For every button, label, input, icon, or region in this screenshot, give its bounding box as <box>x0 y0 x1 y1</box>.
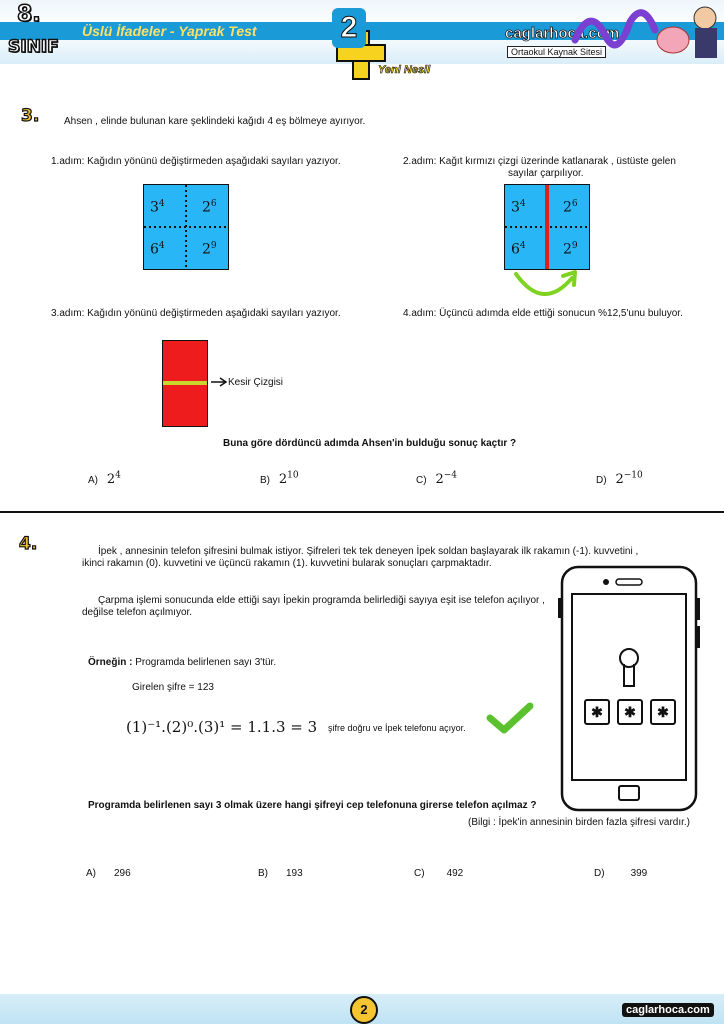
q4-option-d[interactable]: D) 399 <box>594 868 648 879</box>
cell-bottom-right: $2^9$ <box>202 241 217 258</box>
phone-illustration <box>558 564 702 814</box>
question-divider <box>0 511 724 513</box>
q4-paragraph2-line2: değilse telefon açılmıyor. <box>82 607 193 618</box>
site-logo: caglarhoca.com <box>505 25 620 42</box>
q4-question: Programda belirlenen sayı 3 olmak üzere hangi şifreyi cep telefonuna girerse telefon açılmaz ? <box>88 800 537 811</box>
q3-step4: 4.adım: Üçüncü adımda elde ettiği sonucun %12,5'unu buluyor. <box>403 308 683 319</box>
q3-step3: 3.adım: Kağıdın yönünü değiştirmeden aşağıdaki sayıları yazıyor. <box>51 308 341 319</box>
new-generation-badge: Yeni Nesil <box>378 64 431 76</box>
grade-label: SINIF <box>8 37 59 57</box>
cell-top-right: $2^6$ <box>563 199 578 216</box>
cell-bottom-left: $6^4$ <box>511 241 526 258</box>
q4-formula: (1)⁻¹.(2)⁰.(3)¹ = 1.1.3 = 3 <box>126 718 318 736</box>
q4-info: (Bilgi : İpek'in annesinin birden fazla şifresi vardır.) <box>468 817 691 828</box>
q3-option-c[interactable]: C) $2^{-4}$ <box>416 470 458 487</box>
fraction-line <box>163 381 207 385</box>
paper-grid-step2 <box>504 184 590 270</box>
q4-option-c[interactable]: C) 492 <box>414 868 464 879</box>
cell-top-right: $2^6$ <box>202 199 217 216</box>
q4-option-b[interactable]: B) 193 <box>258 868 303 879</box>
phone-key-3: ✱ <box>650 699 676 725</box>
question-4-number: 4. <box>19 534 38 554</box>
question-3-number: 3. <box>21 106 40 126</box>
fraction-paper <box>162 340 208 427</box>
page-number: 2 <box>350 996 378 1024</box>
fold-arrow-icon <box>508 268 588 304</box>
phone-key-1: ✱ <box>584 699 610 725</box>
brain-icon <box>657 27 689 53</box>
header-illustration <box>555 0 724 62</box>
phone-key-2: ✱ <box>617 699 643 725</box>
grade-number: 8. <box>17 2 41 27</box>
q4-entered-password: Girelen şifre = 123 <box>132 682 214 693</box>
q3-option-a[interactable]: A) $2^4$ <box>88 470 121 487</box>
fraction-line-label: Kesir Çizgisi <box>228 377 284 388</box>
q3-question: Buna göre dördüncü adımda Ahsen'in bulduğu sonuç kaçtır ? <box>223 438 517 449</box>
q3-intro: Ahsen , elinde bulunan kare şeklindeki kağıdı 4 eş bölmeye ayırıyor. <box>64 116 366 127</box>
q3-step2-line2: sayılar çarpılıyor. <box>508 168 584 179</box>
cell-bottom-right: $2^9$ <box>563 241 578 258</box>
worksheet-title: Üslü İfadeler - Yaprak Test <box>82 23 257 39</box>
q4-formula-note: şifre doğru ve İpek telefonu açıyor. <box>328 723 466 733</box>
cell-top-left: $3^4$ <box>150 199 165 216</box>
teacher-avatar-icon <box>694 7 716 29</box>
q3-step1: 1.adım: Kağıdın yönünü değiştirmeden aşağıdaki sayıları yazıyor. <box>51 156 341 167</box>
q3-option-d[interactable]: D) $2^{-10}$ <box>596 470 643 487</box>
q4-paragraph1-line2: ikinci rakamın (0). kuvvetini ve üçüncü rakamın (1). kuvvetini bularak sonuçları çarpmaktadır. <box>82 558 492 569</box>
arrow-right-icon <box>210 377 228 387</box>
q4-example: Örneğin : Programda belirlenen sayı 3'tür. <box>88 657 277 668</box>
paper-grid-step1 <box>143 184 229 270</box>
q4-option-a[interactable]: A) 296 <box>86 868 131 879</box>
site-subtitle: Ortaokul Kaynak Sitesi <box>507 46 606 58</box>
test-number: 2 <box>332 8 366 48</box>
q4-paragraph1-line1: İpek , annesinin telefon şifresini bulmak istiyor. Şifreleri tek tek deneyen İpek soldan başlayarak ilk rakamın (-1). kuvvetini , <box>98 546 639 557</box>
q3-option-b[interactable]: B) $2^{10}$ <box>260 470 299 487</box>
footer-site-link[interactable]: caglarhoca.com <box>622 1003 714 1017</box>
q4-paragraph2-line1: Çarpma işlemi sonucunda elde ettiği sayı İpekin programda belirlediği sayıya eşit ise telefon açılıyor , <box>98 595 545 606</box>
q3-step2-line1: 2.adım: Kağıt kırmızı çizgi üzerinde katlanarak , üstüste gelen <box>403 156 676 167</box>
checkmark-icon <box>486 702 534 734</box>
cell-top-left: $3^4$ <box>511 199 526 216</box>
cell-bottom-left: $6^4$ <box>150 241 165 258</box>
